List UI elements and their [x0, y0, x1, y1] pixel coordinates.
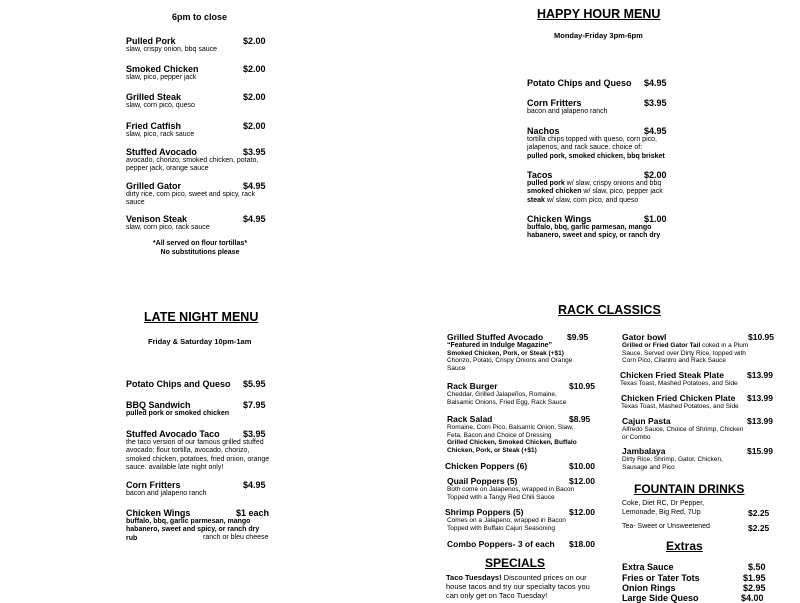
item-price: $3.95 — [644, 98, 667, 108]
extra-price: $2.95 — [743, 583, 766, 593]
drink-name: Tea- Sweet or Unsweetened — [622, 523, 710, 530]
note-line: No substitutions please — [160, 249, 240, 256]
extra-price: $.50 — [748, 562, 766, 572]
taco-toppings: w/ slaw, corn pico, and queso — [544, 196, 639, 204]
happy-hour-hours: Monday-Friday 3pm-6pm — [554, 31, 643, 40]
item-desc: buffalo, bbq, garlic parmesan, mango habanero, sweet and spicy, or ranch dry — [527, 224, 661, 240]
taco-option-pulled-pork — [527, 180, 672, 188]
item-price: $18.00 — [569, 539, 595, 549]
menu-item-chips-queso-ln — [126, 379, 271, 389]
specials-lead: Taco Tuesdays! — [446, 573, 502, 582]
item-price: $4.95 — [644, 126, 667, 136]
menu-item-nachos — [527, 126, 672, 161]
item-price: $12.00 — [569, 507, 595, 517]
item-desc-proteins: Smoked Chicken, Pork, or Steak (+$1) — [447, 349, 564, 357]
menu-item-tacos — [527, 170, 672, 205]
item-price: $5.95 — [243, 379, 266, 389]
menu-item-rack-salad — [447, 414, 592, 454]
item-name: Nachos — [527, 126, 560, 136]
item-desc: Texas Toast, Mashed Potatoes, and Side — [620, 380, 738, 387]
menu-item-chicken-poppers — [445, 461, 595, 471]
item-price: $13.99 — [747, 393, 773, 403]
extra-name: Extra Sauce — [622, 562, 674, 572]
item-desc: pulled pork or smoked chicken — [126, 410, 230, 417]
late-night-title: LATE NIGHT MENU — [144, 310, 259, 324]
item-desc: Both come on Jalapenos, wrapped in Bacon Topped with a Tangy Red Chili Sauce — [447, 486, 575, 501]
item-price: $4.95 — [243, 181, 266, 191]
menu-item-venison-steak — [126, 214, 271, 232]
item-desc: buffalo, bbq, garlic parmesan, mango habanero, sweet and spicy, or ranch dry rub — [126, 518, 260, 542]
item-desc: the taco version of our famous grilled stuffed avocado: flour tortilla, avocado, chorizo, smoked chicken, potatoes, fried onion, orange sauce. available late night only! — [126, 439, 270, 471]
item-name: Stuffed Avocado — [126, 147, 197, 157]
menu-item-gator-bowl — [622, 332, 772, 365]
item-price: $2.00 — [644, 170, 667, 180]
item-desc: avocado, chorizo, smoked chicken, potato, pepper jack, orange sauce — [126, 157, 259, 173]
taco-toppings: w/ slaw, pico, pepper jack — [581, 188, 663, 196]
late-night-hours: Friday & Saturday 10pm-1am — [148, 337, 252, 346]
item-price: $2.00 — [243, 36, 266, 46]
item-price: $9.95 — [567, 332, 589, 342]
item-name: Gator bowl — [622, 332, 667, 342]
drink-name: Coke, Diet RC, Dr Pepper, Lemonade, Big Red, 7Up — [622, 500, 705, 516]
item-price: $13.99 — [747, 416, 773, 426]
extras-title: Extras — [666, 539, 703, 553]
item-name: Jambalaya — [622, 446, 666, 456]
menu-item-stuffed-avocado — [126, 147, 271, 174]
menu-item-corn-fritters-ln — [126, 480, 271, 498]
item-price: $12.00 — [569, 476, 595, 486]
item-name: Chicken Fried Steak Plate — [620, 370, 724, 380]
item-price: $13.99 — [747, 370, 773, 380]
item-name: Corn Fritters — [527, 98, 582, 108]
extra-price: $4.00 — [741, 593, 764, 603]
taco-menu-hours: 6pm to close — [172, 12, 228, 22]
item-desc: bacon and jalapeno ranch — [126, 490, 207, 497]
item-name: Shrimp Poppers (5) — [445, 507, 524, 517]
menu-item-chicken-wings-ln — [126, 508, 272, 543]
item-desc: bacon and jalapeno ranch — [527, 108, 608, 115]
fountain-drinks-title: FOUNTAIN DRINKS — [634, 482, 745, 496]
menu-item-chicken-fried-steak — [620, 370, 772, 388]
item-name: Grilled Gator — [126, 181, 182, 191]
specials-title: SPECIALS — [485, 556, 546, 570]
item-price: $8.95 — [569, 414, 591, 424]
item-desc-dips: ranch or bleu cheese — [203, 534, 269, 541]
extra-name: Onion Rings — [622, 583, 676, 593]
item-desc-proteins: Grilled Chicken, Smoked Chicken, Buffalo Chicken, Pork, or Steak (+$1) — [447, 439, 577, 454]
item-price: $2.00 — [243, 64, 266, 74]
menu-item-grilled-gator — [126, 181, 271, 208]
note-line: *All served on flour tortillas* — [152, 240, 248, 247]
menu-item-grilled-steak — [126, 92, 271, 110]
item-price: $1 each — [236, 508, 270, 518]
item-name: Chicken Fried Chicken Plate — [621, 393, 736, 403]
item-name: Grilled Stuffed Avocado — [447, 332, 544, 342]
item-desc: dirty rice, corn pico, sweet and spicy, rack sauce — [126, 191, 256, 207]
item-desc-choices: pulled pork, smoked chicken, bbq brisket — [527, 152, 665, 160]
item-price: $15.99 — [747, 446, 773, 456]
item-name: Quail Poppers (5) — [447, 476, 518, 486]
menu-item-chips-queso — [527, 78, 672, 88]
item-desc: Dirty Rice, Shrimp, Gator, Chicken, Sausage and Pico — [622, 456, 723, 471]
item-name: Stuffed Avocado Taco — [126, 429, 220, 439]
menu-item-shrimp-poppers — [445, 507, 595, 532]
menu-item-jambalaya — [622, 446, 773, 471]
menu-item-pulled-pork — [126, 36, 271, 54]
item-name: Chicken Wings — [126, 508, 191, 518]
item-price: $4.95 — [243, 480, 266, 490]
item-desc-proteins: Grilled or Fried Gator Tail — [622, 342, 701, 349]
item-name: Grilled Steak — [126, 92, 182, 102]
item-price: $1.00 — [644, 214, 667, 224]
menu-item-chicken-wings-hh — [527, 214, 672, 241]
specials-text — [446, 573, 601, 600]
item-name: Rack Salad — [447, 414, 493, 424]
taco-protein: smoked chicken — [527, 188, 582, 196]
item-desc: coked in a Plum Sauce, Served over Dirty Rice, topped with Corn Pico, Cilantro and Rack Sauce — [622, 342, 749, 365]
item-name: Rack Burger — [447, 381, 498, 391]
item-price: $7.95 — [243, 400, 266, 410]
taco-option-steak — [527, 197, 672, 205]
rack-classics-title: RACK CLASSICS — [558, 303, 661, 317]
item-price: $2.00 — [243, 92, 266, 102]
extra-item-side-queso — [622, 593, 772, 603]
item-name: Tacos — [527, 170, 553, 180]
menu-item-bbq-sandwich — [126, 400, 271, 418]
taco-protein: steak — [527, 196, 545, 204]
item-desc: Cheddar, Grilled Jalapeños, Romaine, Balsamic Onions, Fried Egg, Rack Sauce — [447, 391, 567, 406]
item-name: Chicken Wings — [527, 214, 592, 224]
item-name: Smoked Chicken — [126, 64, 199, 74]
item-name: Potato Chips and Queso — [527, 78, 632, 88]
item-price: $3.95 — [243, 147, 266, 157]
item-name: Potato Chips and Queso — [126, 379, 231, 389]
item-desc: Texas Toast, Mashed Potatoes, and Side — [621, 403, 739, 410]
item-name: Combo Poppers- 3 of each — [447, 539, 555, 549]
tortilla-note — [126, 239, 274, 257]
item-price: $4.95 — [243, 214, 266, 224]
menu-item-stuffed-avocado-taco — [126, 429, 271, 472]
item-price: $10.95 — [748, 332, 774, 342]
item-price: $2.00 — [243, 121, 266, 131]
extra-item-onion-rings — [622, 583, 772, 593]
item-name: Cajun Pasta — [622, 416, 671, 426]
item-desc: slaw, corn pico, rack sauce — [126, 224, 210, 231]
item-desc: Alfredo Sauce, Choice of Shrimp, Chicken or Combo — [622, 426, 744, 441]
happy-hour-title: HAPPY HOUR MENU — [537, 7, 661, 21]
item-name: Fried Catfish — [126, 121, 182, 131]
specials-body: Discounted prices on our house tacos and try our specialty tacos you can only get on Taco Tuesday! — [446, 573, 590, 600]
item-desc: Comes on a Jalapeno, wrapped in Bacon Topped with Buffalo Cajun Seasoning — [447, 517, 566, 532]
item-feature-note: “Featured in Indulge Magazine” — [447, 342, 553, 349]
fountain-item-sodas — [622, 500, 772, 517]
menu-item-combo-poppers — [447, 539, 595, 549]
extra-item-fries — [622, 573, 772, 583]
item-price: $10.00 — [569, 461, 595, 471]
item-desc: Romaine, Corn Pico, Balsamic Onion, Slaw, Feta, Bacon and Choice of Dressing — [447, 424, 574, 439]
taco-protein: pulled pork — [527, 180, 565, 187]
item-desc: slaw, pico, rack sauce — [126, 131, 195, 138]
menu-item-fried-catfish — [126, 121, 271, 139]
item-price: $10.95 — [569, 381, 595, 391]
item-name: BBQ Sandwich — [126, 400, 191, 410]
item-price: $3.95 — [243, 429, 266, 439]
menu-item-smoked-chicken — [126, 64, 271, 82]
menu-item-grilled-stuffed-avocado — [447, 332, 592, 372]
menu-item-corn-fritters — [527, 98, 672, 116]
menu-item-cajun-pasta — [622, 416, 773, 441]
drink-price: $2.25 — [748, 523, 770, 533]
menu-item-rack-burger — [447, 381, 595, 406]
extra-price: $1.95 — [743, 573, 766, 583]
extra-name: Large Side Queso — [622, 593, 699, 603]
item-name: Corn Fritters — [126, 480, 181, 490]
item-desc: slaw, crispy onion, bbq sauce — [126, 46, 218, 53]
item-name: Venison Steak — [126, 214, 188, 224]
item-desc: slaw, corn pico, queso — [126, 102, 195, 109]
item-desc: tortilla chips topped with queso, corn pico, jalapenos, and rack sauce. choice of: — [527, 136, 657, 152]
fountain-item-tea — [622, 523, 772, 532]
extra-item-sauce — [622, 562, 772, 572]
item-name: Pulled Pork — [126, 36, 176, 46]
item-name: Chicken Poppers (6) — [445, 461, 528, 471]
item-desc: slaw, pico, pepper jack — [126, 74, 197, 81]
item-desc: Chorizo, Potato, Crispy Onions and Orange Sauce — [447, 357, 573, 372]
menu-item-chicken-fried-chicken — [621, 393, 773, 411]
extra-name: Fries or Tater Tots — [622, 573, 700, 583]
taco-option-smoked-chicken — [527, 188, 672, 196]
menu-item-quail-poppers — [447, 476, 595, 501]
drink-price: $2.25 — [748, 508, 770, 518]
taco-toppings: w/ slaw, crispy onions and bbq — [564, 180, 662, 187]
item-price: $4.95 — [644, 78, 667, 88]
